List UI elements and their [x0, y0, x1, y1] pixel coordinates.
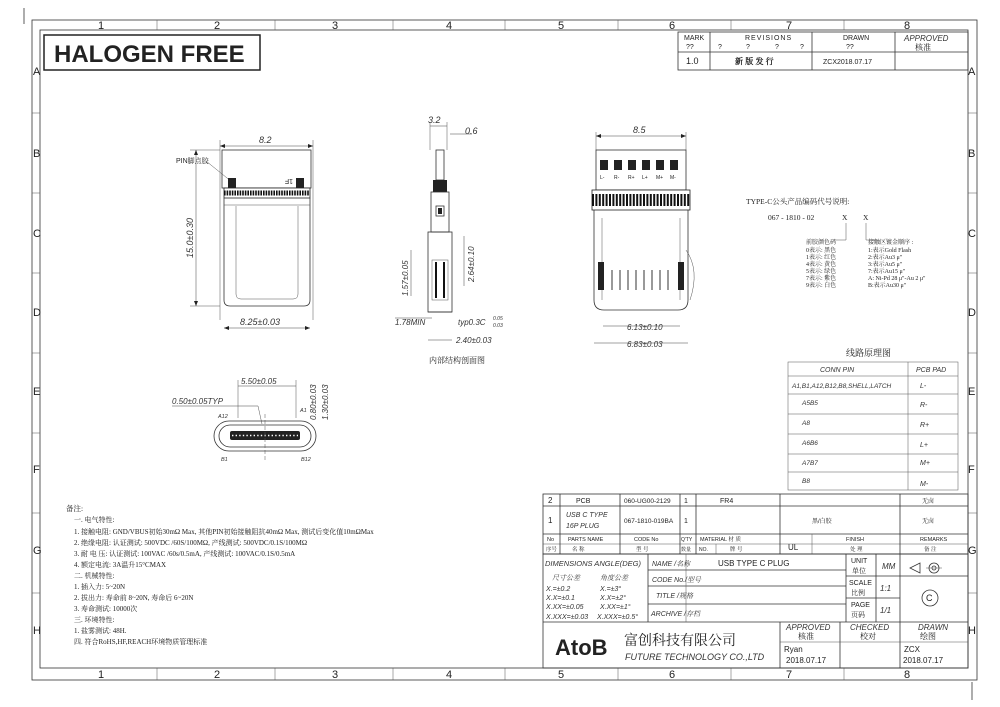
svg-text:B: B [33, 148, 41, 160]
unit-value: MM [882, 562, 896, 571]
svg-text:无卤: 无卤 [922, 519, 935, 525]
wiring-table [788, 347, 958, 490]
svg-text:5: 5 [558, 20, 565, 32]
row-labels-right [968, 66, 977, 637]
side-dim-240: 2.40±0.03 [456, 336, 492, 345]
svg-text:C: C [926, 593, 933, 603]
conn-pin: A7B7 [802, 460, 818, 467]
side-dim-178: 1.78MIN [395, 318, 426, 327]
svg-text:X.=±3°: X.=±3° [600, 586, 622, 593]
svg-text:X.XXX=±0.03: X.XXX=±0.03 [546, 614, 589, 621]
mark-value: 1.0 [686, 56, 699, 66]
notes-title: 备注: [66, 504, 84, 513]
svg-text:A: A [968, 66, 976, 78]
svg-text:核准: 核准 [915, 43, 931, 52]
svg-text:0.05: 0.05 [493, 316, 503, 322]
inner-frame [40, 30, 968, 668]
svg-text:0表示: 黑色: 0表示: 黑色 [806, 248, 837, 254]
svg-text:A12: A12 [218, 414, 228, 420]
svg-text:DIMENSIONS ANGLE(DEG): DIMENSIONS ANGLE(DEG) [545, 559, 641, 568]
end-dim-550: 5.50±0.05 [241, 377, 277, 386]
svg-text:B: B [968, 148, 976, 160]
side-dim-06: 0.6 [465, 126, 478, 136]
svg-text:备 注: 备 注 [924, 547, 937, 553]
pcb-pad: L- [920, 383, 927, 390]
end-dim-050: 0.50±0.05TYP [172, 397, 224, 406]
svg-text:尺寸公差: 尺寸公差 [552, 575, 580, 582]
pad-label: R+ [628, 175, 635, 181]
svg-text:X.X=±0.1: X.X=±0.1 [546, 595, 575, 602]
svg-text:REVISIONS: REVISIONS [745, 35, 793, 42]
svg-text:?: ? [800, 44, 804, 51]
end-dim-080: 0.80±0.03 [309, 384, 318, 420]
svg-text:2:表示Au3 μ": 2:表示Au3 μ" [868, 255, 903, 261]
svg-text:B12: B12 [301, 457, 311, 463]
title-block [543, 554, 968, 668]
svg-text:8: 8 [904, 20, 911, 32]
svg-text:名 称: 名 称 [572, 547, 585, 553]
svg-text:REMARKS: REMARKS [920, 537, 948, 543]
svg-text:E: E [33, 386, 41, 398]
top-dim-bottom: 8.25±0.03 [240, 317, 280, 327]
projection-symbol-icon [910, 563, 942, 573]
svg-text:C: C [968, 228, 976, 240]
svg-text:无卤: 无卤 [922, 499, 935, 505]
svg-text:PARTS NAME: PARTS NAME [568, 537, 604, 543]
pin-view-drawing [592, 125, 694, 349]
svg-text:MARK: MARK [684, 35, 705, 42]
approve-date: 2018.07.17 [786, 656, 827, 665]
note-line: 四. 符合RoHS,HF,REACH环境物质管理标准 [74, 638, 208, 646]
svg-text:4: 4 [446, 669, 453, 681]
note-line: 1. 盐雾测试: 48H. [74, 627, 127, 635]
svg-text:PCB PAD: PCB PAD [916, 367, 947, 374]
svg-text:X.XX=±1°: X.XX=±1° [600, 604, 631, 611]
pad-label: L+ [642, 175, 648, 181]
note-line: 1. 插入力: 5~20N [74, 583, 126, 591]
drawn-value: ZCX2018.07.17 [823, 59, 873, 66]
approver-name: Ryan [784, 645, 803, 654]
svg-text:FR4: FR4 [720, 498, 734, 505]
code-note [746, 196, 926, 289]
svg-text:4: 4 [446, 20, 453, 32]
svg-text:C: C [33, 228, 41, 240]
conn-pin: B8 [802, 478, 810, 485]
svg-text:角度公差: 角度公差 [600, 575, 628, 582]
svg-text:MATERIAL 材 质: MATERIAL 材 质 [700, 537, 741, 543]
svg-text:B:表示Au30 μ": B:表示Au30 μ" [868, 283, 907, 289]
svg-text:1: 1 [684, 518, 688, 525]
svg-text:X.X=±2°: X.X=±2° [600, 595, 626, 602]
svg-text:黑/白胶: 黑/白胶 [812, 519, 832, 525]
pad-label: L- [600, 175, 605, 181]
svg-text:5表示: 绿色: 5表示: 绿色 [806, 269, 837, 275]
code-note-code: 067 - 1810 - 02 [768, 213, 815, 222]
svg-text:核准: 核准 [798, 632, 814, 641]
side-view-caption: 内部结构剖面图 [429, 356, 485, 365]
svg-text:7: 7 [786, 669, 793, 681]
revision-block [678, 32, 968, 70]
svg-text:6: 6 [669, 669, 676, 681]
brand-logo: AtoB [555, 635, 608, 660]
svg-text:A1: A1 [300, 408, 307, 414]
svg-text:处 理: 处 理 [850, 547, 863, 553]
end-dim-130: 1.30±0.03 [321, 384, 330, 420]
top-dim-width: 8.2 [259, 135, 272, 145]
svg-text:1F: 1F [284, 177, 293, 184]
svg-text:SCALE: SCALE [849, 580, 872, 587]
svg-text:1: 1 [684, 498, 688, 505]
svg-text:2: 2 [548, 496, 553, 505]
svg-text:接触区镀金顺序 :: 接触区镀金顺序 : [868, 240, 914, 246]
svg-text:D: D [33, 307, 41, 319]
svg-text:校对: 校对 [860, 632, 876, 641]
svg-text:2: 2 [214, 20, 221, 32]
pin-glue-label: PIN脚点胶 [176, 158, 209, 165]
svg-text:DRAWN: DRAWN [918, 623, 949, 632]
pin-dim-613: 6.13±0.10 [627, 323, 663, 332]
svg-text:DRAWN: DRAWN [843, 35, 870, 42]
svg-text:NO.: NO. [699, 547, 708, 553]
svg-text:PCB: PCB [576, 498, 591, 505]
conn-pin: A1,B1,A12,B12,B8,SHELL,LATCH [792, 383, 892, 390]
svg-text:Q'TY: Q'TY [681, 537, 693, 543]
side-dim-157: 1.57±0.05 [401, 260, 410, 296]
end-view-drawing [172, 377, 330, 463]
part-name: USB TYPE C PLUG [718, 559, 790, 568]
note-line: 二. 机械特性: [74, 572, 115, 580]
copyright-icon [922, 590, 938, 606]
wiring-title: 线路原理图 [846, 348, 892, 358]
side-dim-264: 2.64±0.10 [467, 246, 476, 282]
svg-text:??: ?? [846, 44, 854, 51]
svg-text:单位: 单位 [852, 568, 866, 575]
svg-text:067-1810-019BA: 067-1810-019BA [624, 518, 674, 525]
svg-text:No: No [547, 537, 555, 543]
svg-text:3: 3 [332, 669, 339, 681]
svg-text:CODE No./型号: CODE No./型号 [652, 577, 702, 584]
svg-text:NAME /名称: NAME /名称 [652, 561, 691, 568]
company-en: FUTURE TECHNOLOGY CO.,LTD [625, 652, 765, 662]
svg-text:TITLE /规格: TITLE /规格 [656, 593, 693, 600]
svg-text:0.03: 0.03 [493, 323, 503, 329]
note-line: 2. 拔出力: 寿命前 8~20N, 寿命后 6~20N [74, 594, 194, 602]
svg-text:数量: 数量 [681, 547, 692, 553]
company-cn: 富创科技有限公司 [624, 632, 736, 648]
svg-text:X.XX=±0.05: X.XX=±0.05 [546, 604, 584, 611]
pad-label: M- [670, 175, 676, 181]
svg-text:X: X [863, 213, 869, 222]
note-line: 一. 电气特性: [74, 516, 115, 524]
svg-text:CHECKED: CHECKED [850, 623, 890, 632]
note-line: 三. 环境特性: [74, 616, 115, 624]
note-line: 1. 接触电阻: GND/VBUS初始30mΩ Max, 其他PIN初始接触阻抗40mΩ Max, 测试后变化值10mΩMax [74, 528, 374, 536]
svg-text:A: Ni-Pd 28 μ"-Au 2 μ": A: Ni-Pd 28 μ"-Au 2 μ" [868, 276, 926, 282]
svg-text:UNIT: UNIT [851, 558, 868, 565]
note-line: 4. 额定电流: 3A温升15°CMAX [74, 561, 167, 569]
svg-text:X.=±0.2: X.=±0.2 [546, 586, 571, 593]
conn-pin: A6B6 [802, 440, 818, 447]
svg-text:9表示: 白色: 9表示: 白色 [806, 283, 837, 289]
outer-frame [32, 20, 977, 680]
svg-text:1表示: 红色: 1表示: 红色 [806, 255, 837, 261]
pcb-pad: M+ [920, 460, 930, 467]
svg-text:5: 5 [558, 669, 565, 681]
page-value: 1/1 [880, 606, 892, 615]
top-view-drawing [176, 135, 313, 330]
pad-label: M+ [656, 175, 664, 181]
column-labels-bottom [98, 669, 910, 681]
svg-text:A: A [33, 66, 41, 78]
svg-text:F: F [33, 464, 40, 476]
svg-text:7: 7 [786, 20, 793, 32]
note-line: 3. 耐 电 压: 认证测试: 100VAC /60s/0.5mA, 产线测试: 100VAC/0.1S/0.5mA [74, 550, 296, 558]
notes-block [66, 503, 374, 646]
svg-text:3: 3 [332, 20, 339, 32]
svg-text:序号: 序号 [546, 547, 558, 553]
svg-text:比例: 比例 [851, 590, 865, 597]
side-dim-32: 3.2 [428, 115, 441, 125]
svg-text:6: 6 [669, 20, 676, 32]
svg-text:1:表示Gold Flash: 1:表示Gold Flash [868, 248, 912, 254]
svg-text:X.XXX=±0.5°: X.XXX=±0.5° [597, 614, 639, 621]
conn-pin: A8 [802, 420, 810, 427]
svg-text:2: 2 [214, 669, 221, 681]
pcb-pad: L+ [920, 442, 928, 449]
svg-text:7:表示Au15 μ": 7:表示Au15 μ" [868, 269, 906, 275]
pin-dim-width: 8.5 [633, 125, 646, 135]
svg-text:16P PLUG: 16P PLUG [566, 523, 600, 530]
pcb-pad: R+ [920, 422, 930, 429]
pad-label: R- [614, 175, 620, 181]
svg-text:牌 号: 牌 号 [730, 547, 743, 553]
svg-text:4表示: 黄色: 4表示: 黄色 [806, 262, 837, 268]
svg-text:H: H [33, 625, 41, 637]
svg-text:前胶颜色码: 前胶颜色码 [806, 240, 837, 246]
drawn-date: 2018.07.17 [903, 656, 944, 665]
side-view-drawing [395, 115, 503, 365]
svg-text:页码: 页码 [851, 612, 865, 619]
svg-text:绘图: 绘图 [920, 632, 936, 641]
svg-text:F: F [968, 464, 975, 476]
svg-text:PAGE: PAGE [851, 602, 870, 609]
bom-table [543, 494, 968, 554]
svg-text:1: 1 [98, 20, 105, 32]
svg-text:USB C TYPE: USB C TYPE [566, 512, 608, 519]
svg-text:7表示: 紫色: 7表示: 紫色 [806, 276, 837, 282]
svg-text:3:表示Au5 μ": 3:表示Au5 μ" [868, 262, 903, 268]
pcb-pad: M- [920, 481, 929, 488]
svg-text:APPROVED: APPROVED [786, 623, 831, 632]
note-line: 3. 寿命测试: 10000次 [74, 605, 138, 613]
svg-text:?: ? [746, 44, 750, 51]
svg-text:X: X [842, 213, 848, 222]
code-note-title: TYPE-C公头产品编码代号说明: [746, 197, 850, 206]
svg-text:8: 8 [904, 669, 911, 681]
svg-text:D: D [968, 307, 976, 319]
drawer-name: ZCX [904, 645, 920, 654]
svg-text:1: 1 [548, 516, 553, 525]
svg-text:CODE No: CODE No [634, 537, 659, 543]
scale-value: 1:1 [880, 584, 892, 593]
svg-text:?: ? [718, 44, 722, 51]
note-line: 2. 绝缘电阻: 认证测试: 500VDC /60S/100MΩ, 产线测试: 500VDC/0.1S/100MΩ [74, 539, 308, 547]
svg-text:B1: B1 [221, 457, 228, 463]
pin-dim-683: 6.83±0.03 [627, 340, 663, 349]
side-dim-typ: typ0.3C [458, 318, 486, 327]
halogen-free-text: HALOGEN FREE [54, 41, 245, 68]
svg-text:?: ? [775, 44, 779, 51]
svg-text:060-UG00-2129: 060-UG00-2129 [624, 498, 671, 505]
svg-text:H: H [968, 625, 976, 637]
svg-text:ARCHIVE /存档: ARCHIVE /存档 [651, 611, 701, 618]
svg-text:G: G [33, 545, 42, 557]
svg-text:1: 1 [98, 669, 105, 681]
svg-text:G: G [968, 545, 977, 557]
revision-value: 新 版 发 行 [735, 57, 774, 66]
conn-pin: A5B5 [802, 400, 818, 407]
top-dim-length: 15.0±0.30 [185, 218, 195, 258]
pcb-pad: R- [920, 402, 928, 409]
svg-text:FINISH: FINISH [846, 537, 865, 543]
svg-text:??: ?? [686, 44, 694, 51]
svg-text:CONN PIN: CONN PIN [820, 367, 855, 374]
svg-text:E: E [968, 386, 976, 398]
svg-text:型 号: 型 号 [636, 547, 649, 553]
svg-text:APPROVED: APPROVED [904, 34, 949, 43]
svg-text:UL: UL [788, 543, 799, 552]
